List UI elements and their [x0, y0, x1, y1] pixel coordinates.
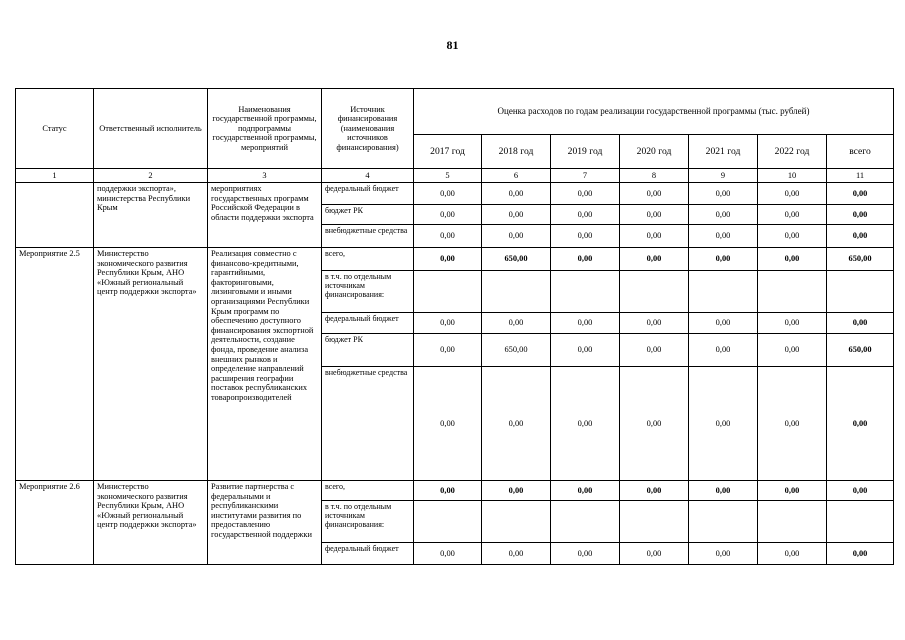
year-value-cell — [551, 271, 620, 313]
total-value-cell: 0,00 — [827, 367, 894, 481]
year-value-cell: 0,00 — [551, 313, 620, 334]
year-value-cell: 0,00 — [414, 205, 482, 225]
header-name: Наименования государственной программы, подпрограммы государственной программы, мероприятий — [208, 89, 322, 169]
year-value-cell: 0,00 — [414, 367, 482, 481]
year-value-cell: 0,00 — [758, 481, 827, 501]
year-value-cell: 0,00 — [482, 367, 551, 481]
executor-cell: Министерство экономического развития Республики Крым, АНО «Южный региональный центр поддержки экспорта» — [94, 481, 208, 565]
total-value-cell: 0,00 — [827, 543, 894, 565]
year-value-cell: 0,00 — [482, 205, 551, 225]
total-value-cell: 0,00 — [827, 183, 894, 205]
table-row — [16, 183, 894, 205]
funding-source-cell: федеральный бюджет — [322, 543, 414, 565]
year-value-cell: 650,00 — [482, 248, 551, 271]
year-value-cell: 0,00 — [689, 313, 758, 334]
column-number: 7 — [551, 169, 620, 183]
funding-source-cell: в т.ч. по отдельным источникам финансирования: — [322, 501, 414, 543]
year-value-cell — [689, 501, 758, 543]
column-number: 5 — [414, 169, 482, 183]
year-value-cell: 0,00 — [414, 248, 482, 271]
column-number: 1 — [16, 169, 94, 183]
column-number: 11 — [827, 169, 894, 183]
year-value-cell: 0,00 — [689, 248, 758, 271]
year-value-cell: 0,00 — [414, 481, 482, 501]
total-value-cell — [827, 271, 894, 313]
year-value-cell: 0,00 — [551, 334, 620, 367]
year-value-cell: 0,00 — [551, 183, 620, 205]
status-cell: Мероприятие 2.6 — [16, 481, 94, 565]
executor-cell: поддержки экспорта», министерства Республики Крым — [94, 183, 208, 248]
measure-name-cell: Реализация совместно с финансово-кредитными, гарантийными, факторинговыми, лизинговыми и иными организациями Республики Крым программ по обеспечению доступного финансирования экспортной деятельности, создание фонда, проведение анализа внешних рынков и определение направлений расширения географии поставок республиканских товаропроизводителей — [208, 248, 322, 481]
measure-name-cell: Развитие партнерства с федеральными и республиканскими институтами развития по предоставлению государственной поддержки — [208, 481, 322, 565]
year-value-cell — [482, 271, 551, 313]
year-value-cell: 0,00 — [620, 225, 689, 248]
year-value-cell: 0,00 — [482, 313, 551, 334]
year-value-cell: 0,00 — [620, 248, 689, 271]
table-row — [16, 248, 894, 271]
column-number: 8 — [620, 169, 689, 183]
year-value-cell: 0,00 — [620, 205, 689, 225]
year-value-cell: 0,00 — [551, 225, 620, 248]
year-value-cell: 0,00 — [620, 543, 689, 565]
status-cell: Мероприятие 2.5 — [16, 248, 94, 481]
header-executor: Ответственный исполнитель — [94, 89, 208, 169]
funding-source-cell: федеральный бюджет — [322, 183, 414, 205]
year-value-cell — [620, 501, 689, 543]
year-value-cell: 0,00 — [689, 481, 758, 501]
total-value-cell: 0,00 — [827, 313, 894, 334]
total-value-cell: 0,00 — [827, 205, 894, 225]
block-measure-2-6 — [16, 481, 894, 565]
budget-table — [15, 88, 894, 565]
funding-source-cell: внебюджетные средства — [322, 367, 414, 481]
year-header: 2022 год — [758, 135, 827, 169]
year-value-cell: 0,00 — [551, 367, 620, 481]
year-value-cell: 0,00 — [482, 183, 551, 205]
total-value-cell — [827, 501, 894, 543]
year-value-cell: 0,00 — [758, 225, 827, 248]
total-value-cell: 650,00 — [827, 248, 894, 271]
year-value-cell: 0,00 — [758, 367, 827, 481]
year-value-cell — [620, 271, 689, 313]
year-value-cell: 0,00 — [689, 183, 758, 205]
year-value-cell: 0,00 — [689, 205, 758, 225]
year-value-cell: 650,00 — [482, 334, 551, 367]
year-header: 2020 год — [620, 135, 689, 169]
year-value-cell: 0,00 — [758, 334, 827, 367]
total-value-cell: 0,00 — [827, 225, 894, 248]
year-value-cell: 0,00 — [551, 205, 620, 225]
year-header: 2021 год — [689, 135, 758, 169]
year-value-cell — [414, 271, 482, 313]
year-value-cell — [758, 501, 827, 543]
table-row — [16, 481, 894, 501]
total-value-cell: 650,00 — [827, 334, 894, 367]
year-value-cell: 0,00 — [620, 334, 689, 367]
year-value-cell: 0,00 — [758, 313, 827, 334]
block-continued — [16, 183, 894, 248]
funding-source-cell: бюджет РК — [322, 334, 414, 367]
year-value-cell: 0,00 — [551, 543, 620, 565]
year-value-cell: 0,00 — [482, 225, 551, 248]
year-value-cell: 0,00 — [758, 543, 827, 565]
column-number: 6 — [482, 169, 551, 183]
year-value-cell: 0,00 — [482, 481, 551, 501]
total-header: всего — [827, 135, 894, 169]
year-header: 2019 год — [551, 135, 620, 169]
year-header: 2018 год — [482, 135, 551, 169]
funding-source-cell: всего, — [322, 481, 414, 501]
year-value-cell: 0,00 — [620, 367, 689, 481]
column-number: 10 — [758, 169, 827, 183]
year-value-cell — [414, 501, 482, 543]
year-value-cell — [689, 271, 758, 313]
funding-source-cell: бюджет РК — [322, 205, 414, 225]
year-value-cell: 0,00 — [758, 183, 827, 205]
block-measure-2-5 — [16, 248, 894, 481]
funding-source-cell: федеральный бюджет — [322, 313, 414, 334]
executor-cell: Министерство экономического развития Республики Крым, АНО «Южный региональный центр поддержки экспорта» — [94, 248, 208, 481]
column-number: 3 — [208, 169, 322, 183]
measure-name-cell: мероприятиях государственных программ Российской Федерации в области поддержки экспорта — [208, 183, 322, 248]
year-value-cell: 0,00 — [551, 248, 620, 271]
year-value-cell — [482, 501, 551, 543]
year-value-cell: 0,00 — [758, 205, 827, 225]
year-value-cell: 0,00 — [758, 248, 827, 271]
column-number: 4 — [322, 169, 414, 183]
year-value-cell: 0,00 — [414, 543, 482, 565]
funding-source-cell: в т.ч. по отдельным источникам финансирования: — [322, 271, 414, 313]
funding-source-cell: всего, — [322, 248, 414, 271]
header-source: Источник финансирования (наименования источников финансирования) — [322, 89, 414, 169]
total-value-cell: 0,00 — [827, 481, 894, 501]
page-number: 81 — [446, 38, 459, 52]
year-value-cell: 0,00 — [414, 313, 482, 334]
funding-source-cell: внебюджетные средства — [322, 225, 414, 248]
year-value-cell: 0,00 — [551, 481, 620, 501]
header-estimate: Оценка расходов по годам реализации государственной программы (тыс. рублей) — [414, 89, 894, 135]
header-status: Статус — [16, 89, 94, 169]
year-value-cell: 0,00 — [689, 225, 758, 248]
year-value-cell — [551, 501, 620, 543]
column-number: 2 — [94, 169, 208, 183]
year-value-cell: 0,00 — [414, 183, 482, 205]
year-header: 2017 год — [414, 135, 482, 169]
column-number: 9 — [689, 169, 758, 183]
year-value-cell: 0,00 — [689, 334, 758, 367]
year-value-cell: 0,00 — [414, 334, 482, 367]
year-value-cell: 0,00 — [482, 543, 551, 565]
status-cell — [16, 183, 94, 248]
year-value-cell: 0,00 — [414, 225, 482, 248]
year-value-cell: 0,00 — [620, 481, 689, 501]
year-value-cell: 0,00 — [689, 367, 758, 481]
year-value-cell: 0,00 — [689, 543, 758, 565]
year-value-cell — [758, 271, 827, 313]
year-value-cell: 0,00 — [620, 183, 689, 205]
year-value-cell: 0,00 — [620, 313, 689, 334]
